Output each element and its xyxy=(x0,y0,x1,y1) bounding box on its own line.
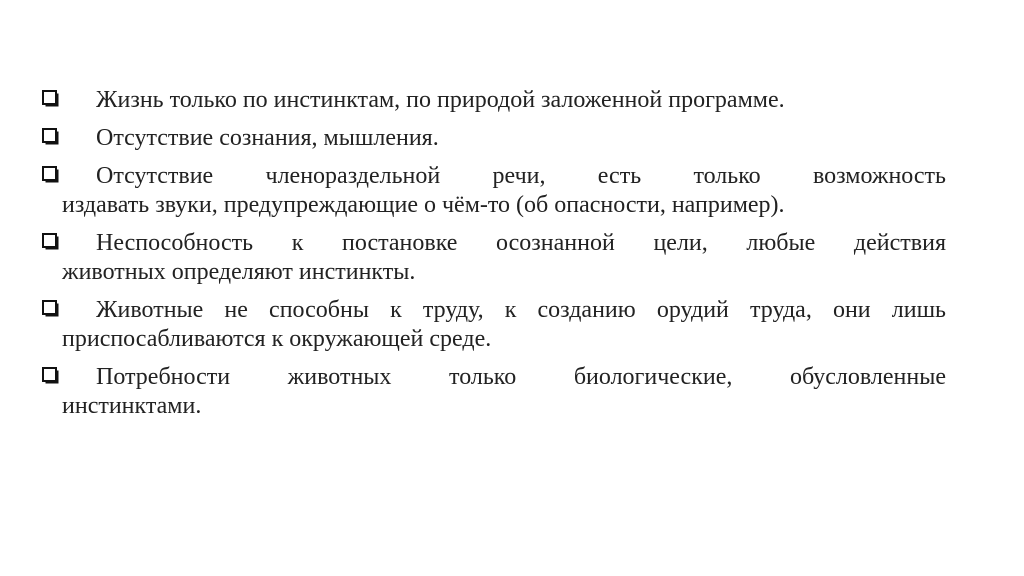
bullet-text: Потребности животных только биологические, обусловленные xyxy=(96,364,946,390)
bullet-continuation: приспосабливаются к окружающей среде. xyxy=(62,326,492,352)
list-item xyxy=(42,162,946,220)
list-item xyxy=(42,296,946,354)
bullet-continuation: инстинктами. xyxy=(62,393,202,419)
bullet-text: Отсутствие сознания, мышления. xyxy=(96,125,439,151)
bullet-continuation: животных определяют инстинкты. xyxy=(62,259,416,285)
list-item xyxy=(42,229,946,287)
list-item xyxy=(42,124,946,153)
checkbox-square-icon xyxy=(42,90,60,108)
checkbox-square-icon xyxy=(42,233,60,251)
list-item xyxy=(42,363,946,421)
list-item xyxy=(42,86,946,115)
checkbox-square-icon xyxy=(42,166,60,184)
checkbox-square-icon xyxy=(42,128,60,146)
bullet-list xyxy=(42,86,946,430)
bullet-text: Неспособность к постановке осознанной цели, любые действия xyxy=(96,230,946,256)
checkbox-square-icon xyxy=(42,367,60,385)
bullet-text: Жизнь только по инстинктам, по природой заложенной программе. xyxy=(96,87,785,113)
checkbox-square-icon xyxy=(42,300,60,318)
bullet-text: Животные не способны к труду, к созданию орудий труда, они лишь xyxy=(96,297,946,323)
bullet-text: Отсутствие членораздельной речи, есть только возможность xyxy=(96,163,946,189)
bullet-continuation: издавать звуки, предупреждающие о чём-то (об опасности, например). xyxy=(62,192,785,218)
